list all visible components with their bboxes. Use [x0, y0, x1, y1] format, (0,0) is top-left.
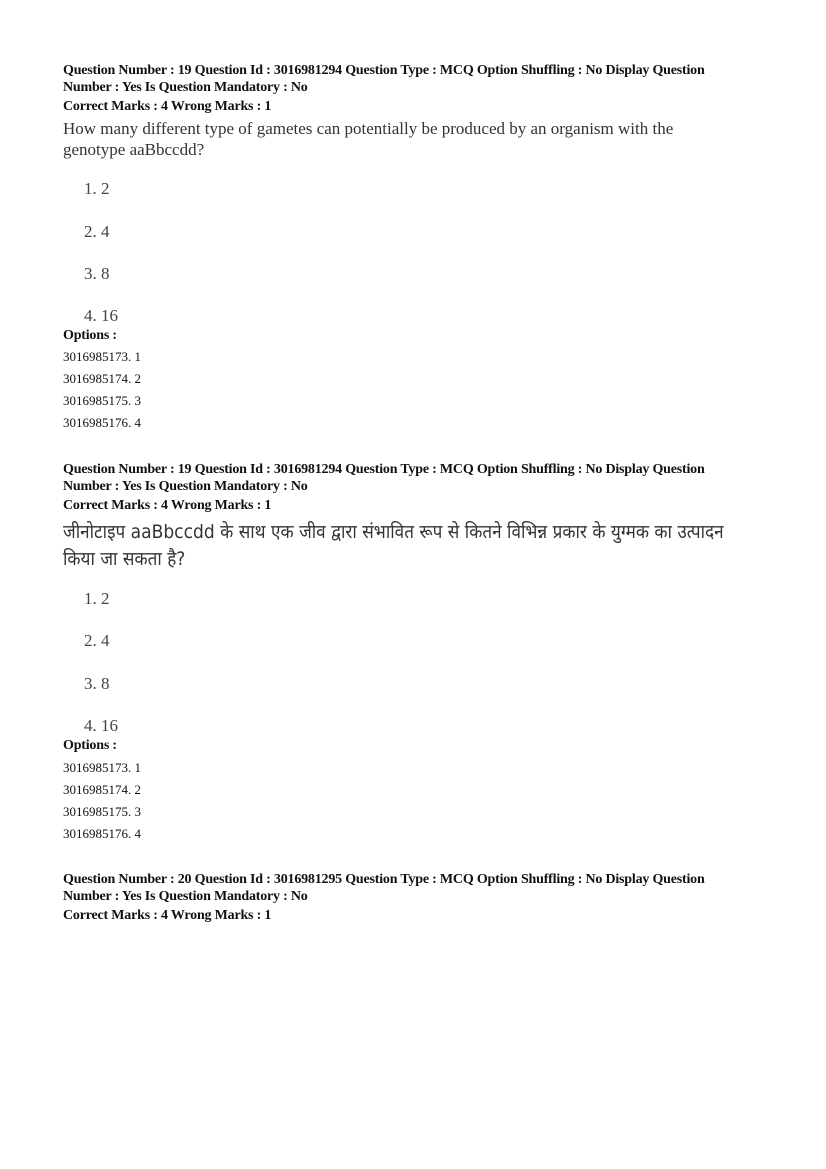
option-id: 3016985176. 4: [63, 415, 141, 430]
choice: 3. 8: [84, 674, 110, 693]
question-meta: Number : Yes Is Question Mandatory : No: [63, 889, 308, 904]
question-marks: Correct Marks : 4 Wrong Marks : 1: [63, 498, 272, 513]
question-text: How many different type of gametes can potentially be produced by an organism with the: [63, 119, 674, 138]
question-meta: Question Number : 20 Question Id : 3016981295 Question Type : MCQ Option Shuffling : No Display Question: [63, 872, 705, 887]
question-marks: Correct Marks : 4 Wrong Marks : 1: [63, 99, 272, 114]
question-meta: Number : Yes Is Question Mandatory : No: [63, 80, 308, 95]
option-id: 3016985176. 4: [63, 826, 141, 841]
choice: 3. 8: [84, 264, 110, 283]
option-id: 3016985173. 1: [63, 349, 141, 364]
question-text: किया जा सकता है?: [63, 548, 186, 570]
option-id: 3016985173. 1: [63, 760, 141, 775]
choice: 4. 16: [84, 716, 118, 735]
option-id: 3016985175. 3: [63, 804, 141, 819]
options-label: Options :: [63, 328, 117, 343]
choice: 1. 2: [84, 589, 110, 608]
option-id: 3016985175. 3: [63, 393, 141, 408]
option-id: 3016985174. 2: [63, 371, 141, 386]
question-text: जीनोटाइप aaBbccdd के साथ एक जीव द्वारा संभावित रूप से कितने विभिन्न प्रकार के युग्मक का उत्पादन: [63, 521, 724, 543]
choice: 2. 4: [84, 222, 110, 241]
question-marks: Correct Marks : 4 Wrong Marks : 1: [63, 908, 272, 923]
choice: 2. 4: [84, 631, 110, 650]
choice: 1. 2: [84, 179, 110, 198]
question-text: genotype aaBbccdd?: [63, 140, 205, 159]
options-label: Options :: [63, 738, 117, 753]
choice: 4. 16: [84, 306, 118, 325]
question-meta: Question Number : 19 Question Id : 3016981294 Question Type : MCQ Option Shuffling : No Display Question: [63, 63, 705, 78]
question-meta: Number : Yes Is Question Mandatory : No: [63, 479, 308, 494]
option-id: 3016985174. 2: [63, 782, 141, 797]
question-meta: Question Number : 19 Question Id : 3016981294 Question Type : MCQ Option Shuffling : No Display Question: [63, 462, 705, 477]
